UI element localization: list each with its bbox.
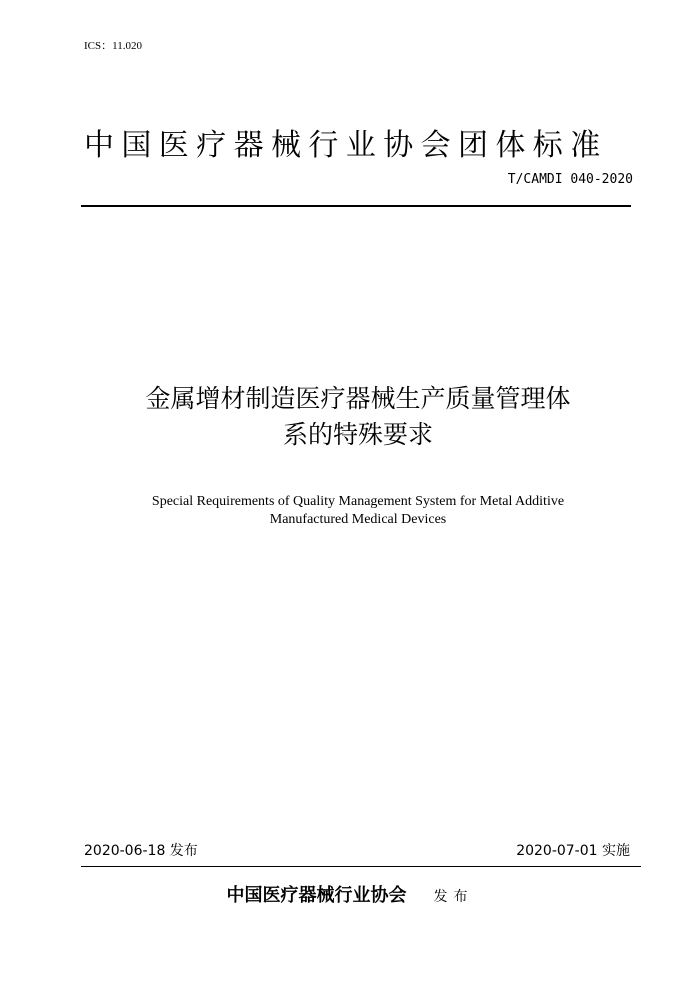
publisher-footer [0, 881, 700, 907]
document-title-en [84, 493, 632, 529]
document-title-cn [84, 381, 632, 453]
title-cn-line-2: 系的特殊要求 [282, 420, 433, 449]
title-cn-line-1: 金属增材制造医疗器械生产质量管理体 [145, 384, 571, 413]
publish-date: 2020-06-18 发布 [84, 843, 198, 859]
implementation-date: 2020-07-01 实施 [516, 843, 630, 859]
title-en-line-2: Manufactured Medical Devices [269, 512, 447, 527]
title-en-line-1: Special Requirements of Quality Management System for Metal Additive [151, 494, 565, 509]
organization-standard-title: 中国医疗器械行业协会团体标准 [84, 128, 608, 163]
top-divider [81, 205, 631, 207]
publisher-organization: 中国医疗器械行业协会 [226, 885, 407, 906]
bottom-divider [81, 866, 641, 867]
standard-number: T/CAMDI 040-2020 [507, 172, 633, 187]
ics-code: ICS：11.020 [84, 40, 142, 52]
publish-label: 发布 [433, 889, 474, 905]
